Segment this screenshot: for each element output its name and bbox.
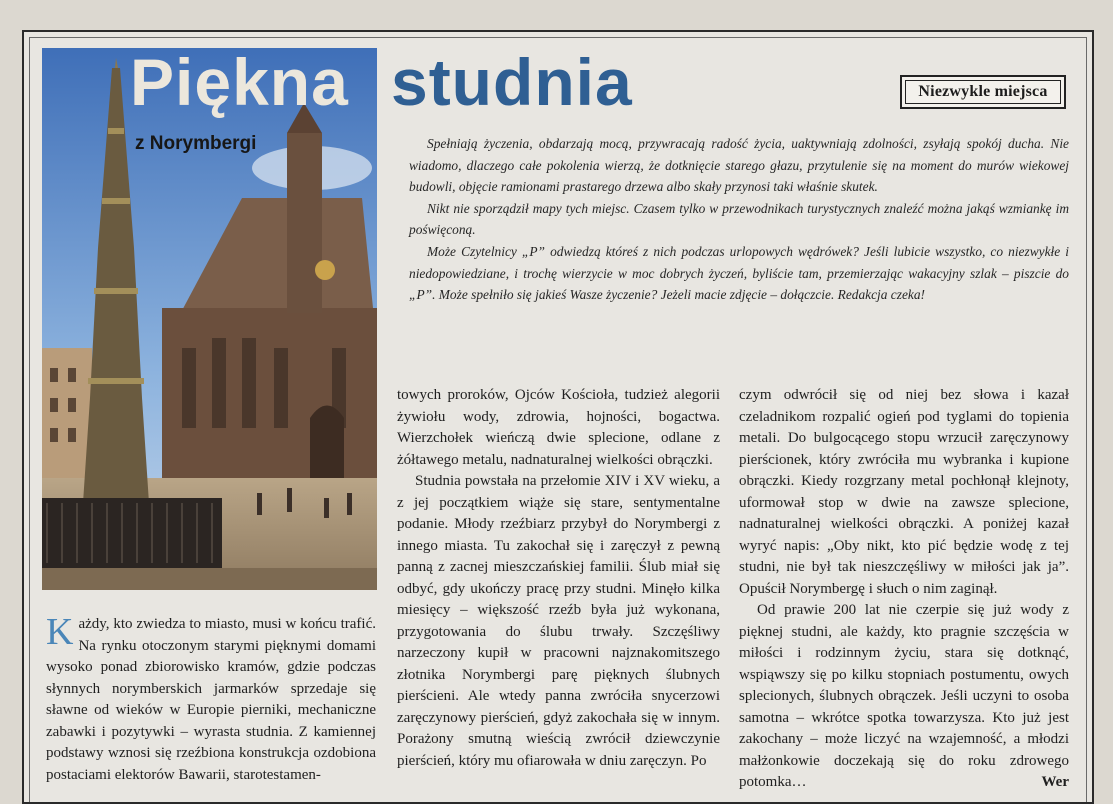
- lead-paragraph: Nikt nie sporządził mapy tych miejsc. Czasem tylko w przewodnikach turystycznych znaleźć można jakąś wzmiankę im poświęconą.: [409, 200, 1069, 238]
- section-label: Niezwykle miejsca: [905, 80, 1061, 104]
- author-signature: Wer: [1041, 774, 1069, 790]
- section-badge: [900, 75, 1066, 109]
- magazine-page: [22, 30, 1094, 804]
- title-part2: studnia: [391, 45, 633, 119]
- title-part1: Piękna: [130, 45, 349, 119]
- lead-text: [409, 133, 1069, 306]
- body-paragraph: ażdy, kto zwiedza to miasto, musi w końcu trafić. Na rynku otoczonym starymi pięknymi domami wysoko ponad zbiorowisko kramów, gdzie podczas słynnych norymberskich jarmarków sprzedaje się sławne od wieków w Europie pierniki, mechaniczne zabawki i pozytywki – wyrasta studnia. Z kamiennej podstawy wznosi się rzeźbiona konstrukcja ozdobiona postaciami elektorów Bawarii, starotestamen-: [46, 616, 376, 783]
- lead-paragraph: Spełniają życzenia, obdarzają mocą, przywracają radość życia, uaktywniają zdolności, zsyłają spokój ducha. Nie wiadomo, dlaczego całe pokolenia wierzą, że dotknięcie starego głazu, przytulenie się na moment do murów wiekowej budowli, objęcie ramionami prastarego drzewa albo skały przynosi taki właśnie skutek.: [409, 136, 1069, 195]
- body-paragraph: Studnia powstała na przełomie XIV i XV wieku, a z jej początkiem wiąże się stare, sentymentalne podanie. Młody rzeźbiarz przybył do Norymbergi z innego miasta. Tu zakochał się i zaręczył z pewną panną z zacnej mieszczańskiej familii. Ślub miał się odbyć, gdy ukończy pracę przy studni. Minęło kilka miesięcy – większość rzeźb była już wykonana, przygotowania do ślubu trwały. Szczęśliwy narzeczony kupił w pracowni najznakomitszego złotnika Norymbergi parę pięknych ślubnych pierścieni. Ale wtedy panna zwróciła snycerzowi zaręczynowy pierścień, gdyż zakochała się w innym. Porażony smutną wieścią zwrócił dziewczynie pierścień, który mu ofiarowała w dniu zaręczyn. Po: [397, 473, 720, 769]
- body-column-1: [46, 611, 376, 786]
- body-column-3: [739, 385, 1069, 794]
- lead-paragraph: Może Czytelnicy „P” odwiedzą któreś z nich podczas urlopowych wędrówek? Jeśli lubicie wszystko, co niezwykłe i niedopowiedziane, i trochę wierzycie w moc dobrych życzeń, byliście tam, przemierzając wakacyjny szlak – piszcie do „P”. Może spełniło się jakieś Wasze życzenie? Jeżeli macie zdjęcie – dołączcie. Redakcja czeka!: [409, 243, 1069, 303]
- body-paragraph: Od prawie 200 lat nie czerpie się już wody z pięknej studni, ale każdy, kto pragnie szczęścia w miłości i rodzinnym życiu, stara się dotknąć, wspiąwszy się po kilku stopniach postumentu, owych splecionych, ślubnych obrączek. Jeśli uczyni to osoba samotna – wkrótce spotka towarzysza. Kto już jest zakochany – może liczyć na wzajemność, a młodzi małżonkowie doczekają się do roku zdrowego potomka…: [739, 602, 1069, 790]
- drop-cap: K: [46, 611, 74, 653]
- body-column-2: [397, 385, 720, 772]
- subtitle: z Norymbergi: [135, 133, 257, 154]
- body-paragraph: czym odwrócił się od niej bez słowa i kazał czeladnikom rozpalić ogień pod tyglami do topienia metali. Do bulgocącego stopu wrzucił zaręczynowy pierścionek, który zwróciła mu wybranka i kupione obrączki. Kiedy rozgrzany metal pochłonął klejnoty, uformował stop w dwie na zawsze splecione, nadnaturalnej wielkości obrączki. A poniżej kazał wyryć napis: „Oby nikt, kto pić będzie wodę z tej studni, nie był tak nieszczęśliwy w miłości jak ja”. Opuścił Norymbergę i słuch o nim zaginął.: [739, 387, 1069, 597]
- fountain-photo: [42, 45, 377, 590]
- body-paragraph: towych proroków, Ojców Kościoła, tudzież alegorii żywiołu wody, zdrowia, hojności, bogactwa. Wierzchołek wieńczą dwie splecione, odlane z żółtawego metalu, nadnaturalnej wielkości obrączki.: [397, 387, 720, 468]
